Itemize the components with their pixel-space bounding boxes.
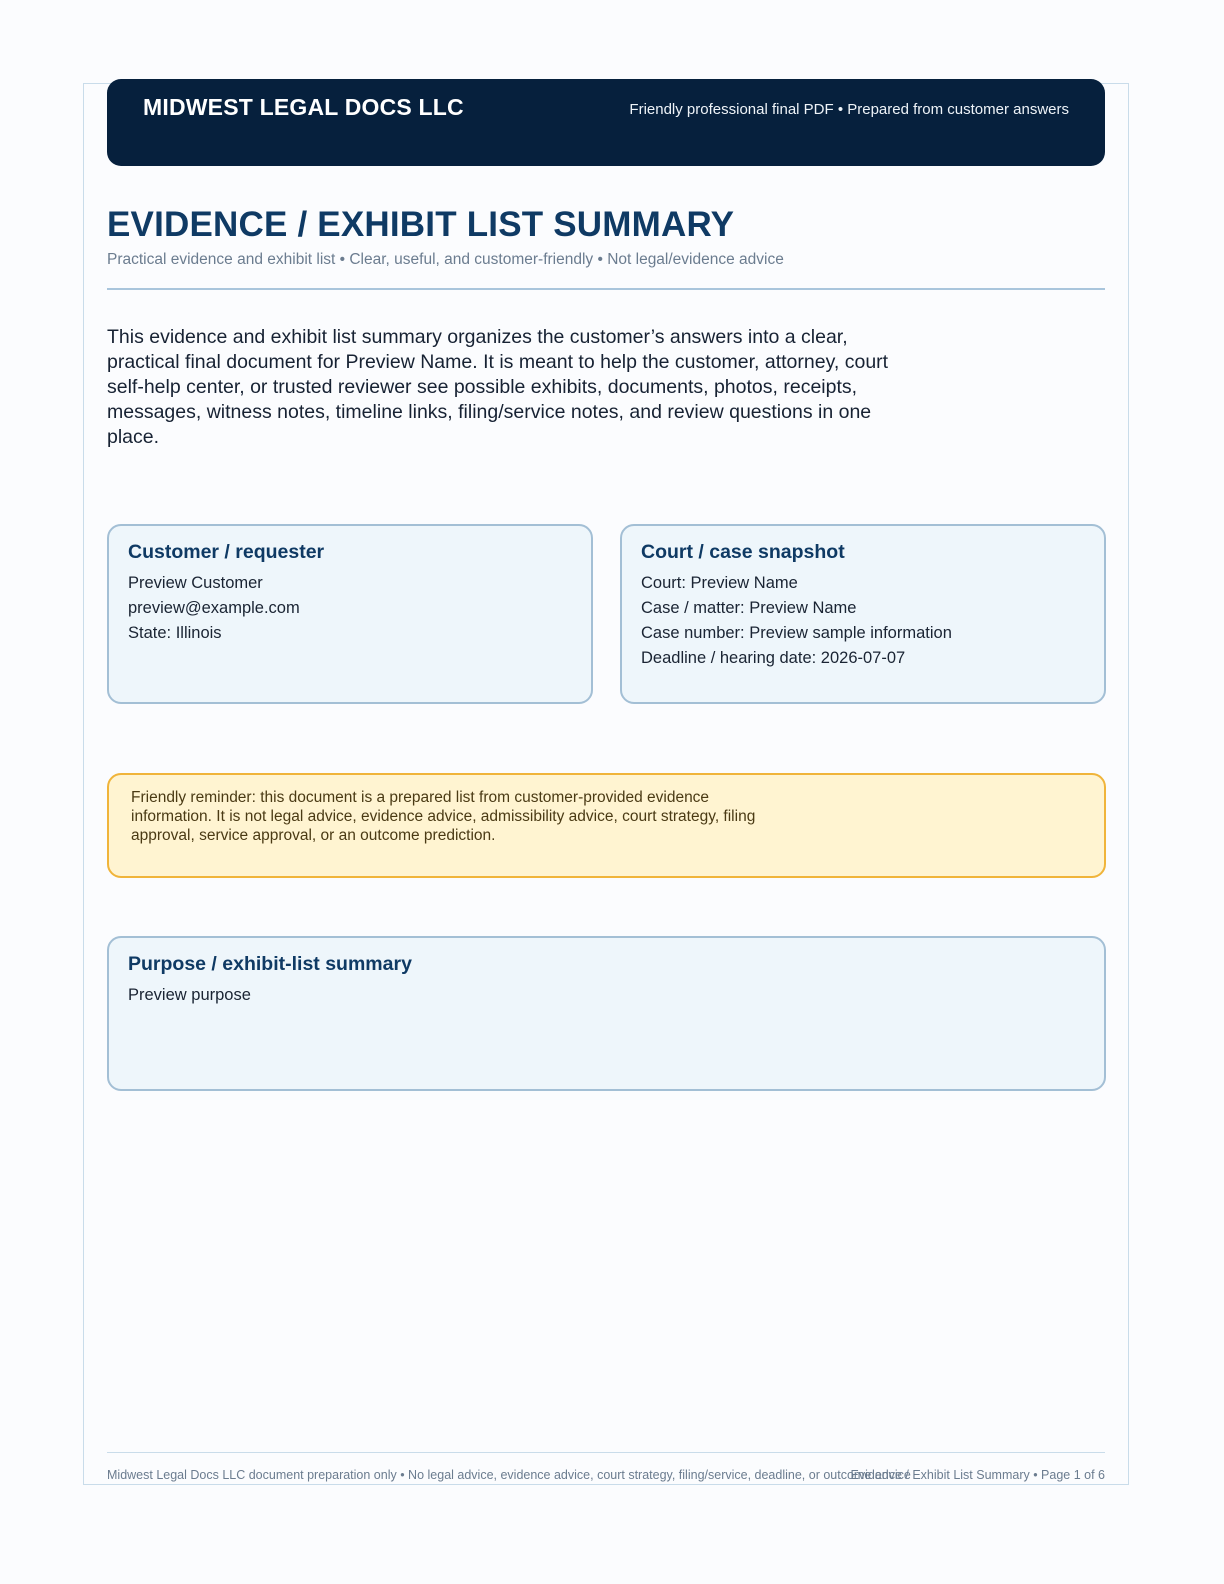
customer-card xyxy=(107,524,593,704)
footer-disclaimer: Midwest Legal Docs LLC document preparation only • No legal advice, evidence advice, court strategy, filing/service, deadline, or outcome advice xyxy=(107,1468,911,1482)
customer-state: State: Illinois xyxy=(128,624,222,642)
case-number: Case number: Preview sample information xyxy=(641,624,952,642)
customer-email: preview@example.com xyxy=(128,599,300,617)
court-card-title: Court / case snapshot xyxy=(641,541,845,563)
header-tagline: Friendly professional final PDF • Prepared from customer answers xyxy=(629,101,1069,118)
footer-page-info: Evidence / Exhibit List Summary • Page 1 of 6 xyxy=(850,1468,1105,1482)
purpose-text: Preview purpose xyxy=(128,986,251,1004)
title-divider xyxy=(107,288,1105,290)
reminder-box xyxy=(107,773,1106,878)
court-name: Court: Preview Name xyxy=(641,574,798,592)
header-bar xyxy=(107,79,1105,166)
document-subtitle: Practical evidence and exhibit list • Clear, useful, and customer-friendly • Not legal/evidence advice xyxy=(107,251,784,268)
purpose-card xyxy=(107,936,1106,1091)
purpose-card-title: Purpose / exhibit-list summary xyxy=(128,953,412,975)
footer-divider xyxy=(107,1452,1105,1453)
brand-name: MIDWEST LEGAL DOCS LLC xyxy=(143,94,464,120)
reminder-text: Friendly reminder: this document is a prepared list from customer-provided evidence information. It is not legal advice, evidence advice, admissibility advice, court strategy, filing approval, service approval, or an outcome prediction. xyxy=(131,789,756,844)
case-matter: Case / matter: Preview Name xyxy=(641,599,857,617)
deadline-date: Deadline / hearing date: 2026-07-07 xyxy=(641,649,906,667)
court-card xyxy=(620,524,1106,704)
document-title: EVIDENCE / EXHIBIT LIST SUMMARY xyxy=(107,205,735,244)
customer-card-title: Customer / requester xyxy=(128,541,325,563)
intro-paragraph: This evidence and exhibit list summary organizes the customer’s answers into a clear, practical final document for Preview Name. It is meant to help the customer, attorney, court self-help center, or trusted reviewer see possible exhibits, documents, photos, receipts, messages, witness notes, timeline links, filing/service notes, and review questions in one place. xyxy=(107,326,889,448)
customer-name: Preview Customer xyxy=(128,574,263,592)
